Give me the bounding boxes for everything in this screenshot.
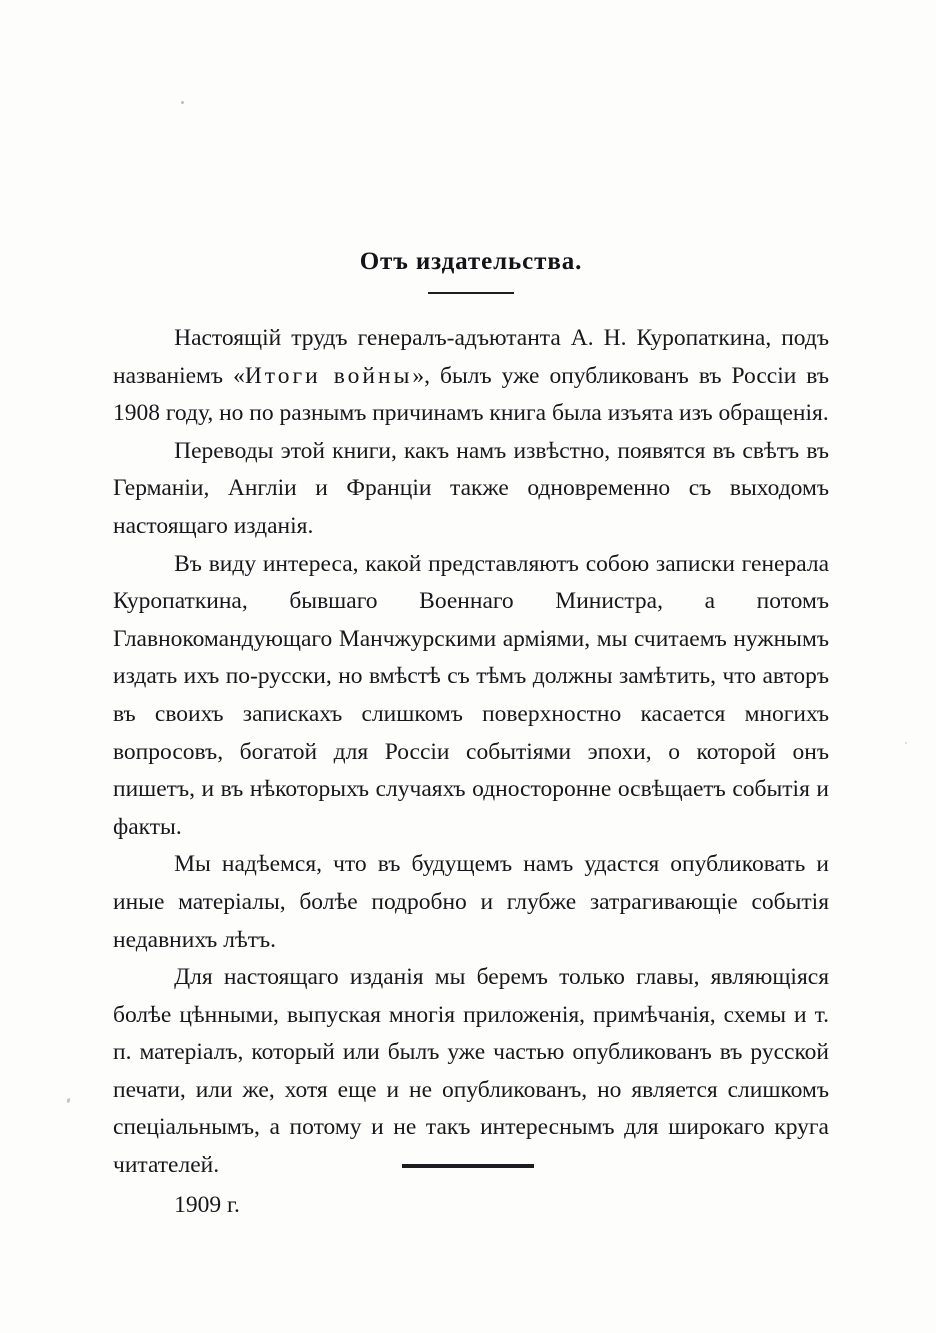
title-divider — [428, 292, 514, 294]
page-title: Отъ издательства. — [359, 248, 583, 275]
body-text — [113, 320, 829, 1224]
date-line: 1909 г. — [174, 1191, 240, 1218]
quoted-book-title: Итоги войны — [244, 362, 413, 389]
paragraph-4: Мы надѣемся, что въ будущемъ намъ удастся опубликовать и иные матеріалы, болѣе подробно и глубже затрагивающіе событія недавнихъ лѣтъ. — [113, 851, 829, 953]
paragraph-2: Переводы этой книги, какъ намъ извѣстно, появятся въ свѣтъ въ Германіи, Англіи и Франціи также одновременно съ выходомъ настоящаго изданія. — [113, 437, 829, 539]
paragraph-1-text-start: Настоящій трудъ генералъ-адъютанта А. Н. Куропаткина, подъ названіемъ « — [113, 325, 829, 389]
bottom-divider — [402, 1164, 534, 1168]
paragraph-3: Въ виду интереса, какой представляютъ собою записки генерала Куропаткина, бывшаго Военнаго Министра, а потомъ Главнокомандующаго Манчжурскими арміями, мы считаемъ нужнымъ издать ихъ по-русски, но вмѣстѣ съ тѣмъ должны замѣтить, что авторъ въ своихъ запискахъ слишкомъ поверхностно касается многихъ вопросовъ, богатой для Россіи событіями эпохи, о которой онъ пишетъ, и въ нѣкоторыхъ случаяхъ односторонне освѣщаетъ событія и факты. — [113, 550, 829, 840]
paragraph-1-text-end: », былъ уже опубликованъ въ Россіи въ 1908 году, но по разнымъ причинамъ книга была изъята изъ обращенія. — [113, 362, 829, 427]
scan-speck-icon — [66, 1098, 70, 1104]
page-content — [113, 248, 829, 1224]
scan-speck-icon — [181, 101, 184, 104]
paragraph-1 — [113, 320, 829, 433]
paragraph-5: Для настоящаго изданія мы беремъ только главы, являющіяся болѣе цѣнными, выпуская многія приложенія, примѣчанія, схемы и т. п. матеріалъ, который или былъ уже частью опубликованъ въ русской печати, или же, хотя еще и не опубликованъ, но является слишкомъ спеціальнымъ, а потому и не такъ интереснымъ для широкаго круга читателей. — [113, 964, 829, 1179]
scan-speck-icon — [905, 742, 907, 744]
